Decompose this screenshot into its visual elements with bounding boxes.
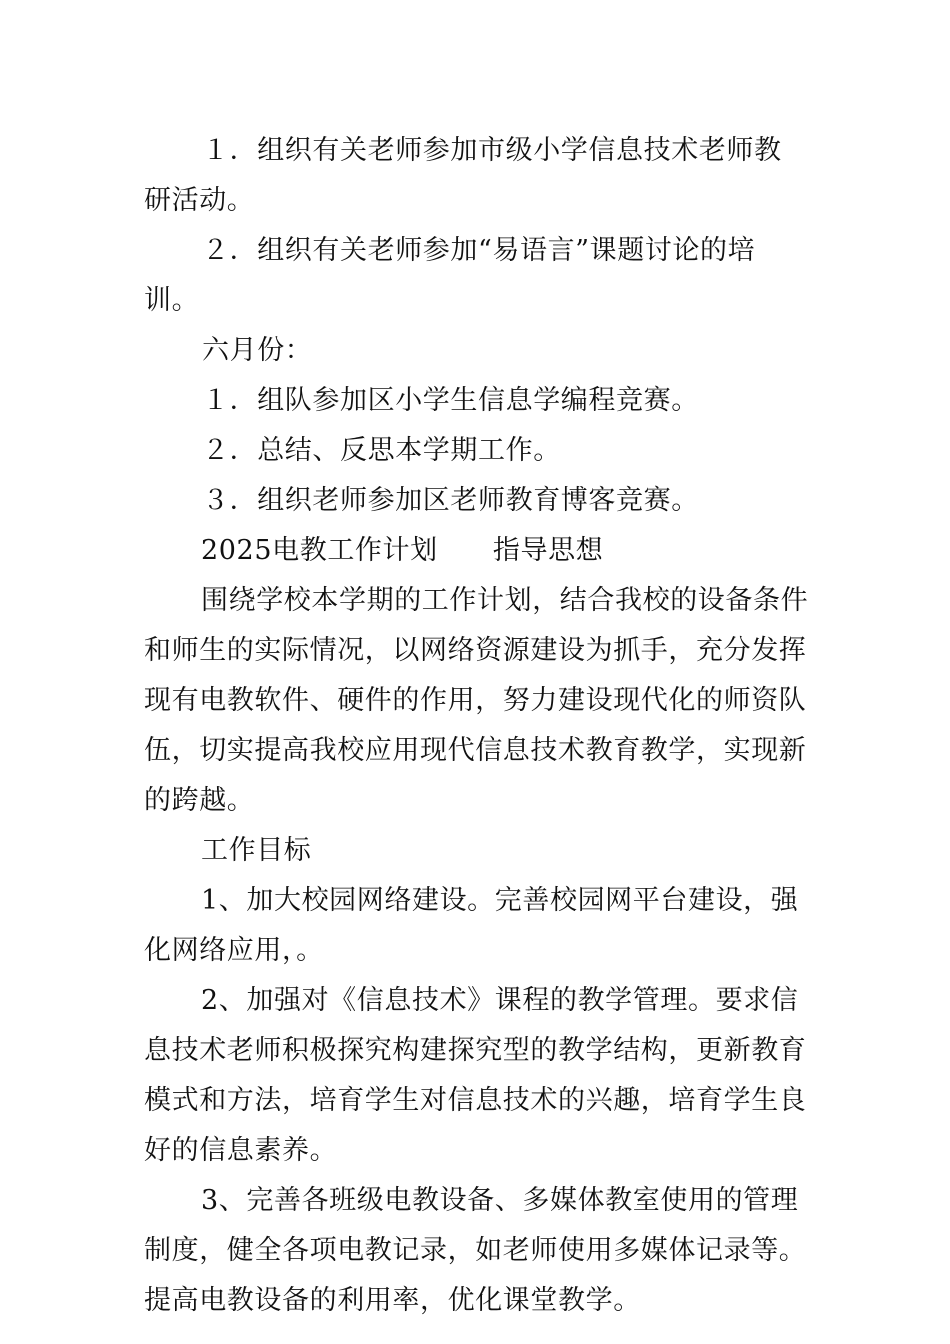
paragraph-6: ３．组织老师参加区老师教育博客竞赛。 [202,485,699,516]
paragraph-2: ２．组织有关老师参加“易语言”课题讨论的培训。 [144,235,756,316]
paragraph-8: 围绕学校本学期的工作计划，结合我校的设备条件和师生的实际情况，以网络资源建设为抓手，充分发挥现有电教软件、硬件的作用，努力建设现代化的师资队伍，切实提高我校应用现代信息技术教育教学，实现新的跨越。 [144,585,809,816]
paragraph-12: 3、完善各班级电教设备、多媒体教室使用的管理制度，健全各项电教记录，如老师使用多媒体记录等。提高电教设备的利用率，优化课堂教学。 [144,1185,807,1316]
paragraph-5: ２．总结、反思本学期工作。 [202,435,561,466]
document-body [144,126,809,1326]
paragraph-9: 工作目标 [201,835,312,866]
paragraph-3: 六月份： [202,335,313,366]
paragraph-1: １．组织有关老师参加市级小学信息技术老师教研活动。 [144,135,782,216]
paragraph-10: 1、加大校园网络建设。完善校园网平台建设，强化网络应用，。 [144,885,799,966]
paragraph-7: 2025电教工作计划 指导思想 [201,535,604,566]
paragraph-11: 2、加强对《信息技术》课程的教学管理。要求信息技术老师积极探究构建探究型的教学结构，更新教育模式和方法，培育学生对信息技术的兴趣，培育学生良好的信息素养。 [144,985,807,1166]
paragraph-4: １．组队参加区小学生信息学编程竞赛。 [202,385,699,416]
